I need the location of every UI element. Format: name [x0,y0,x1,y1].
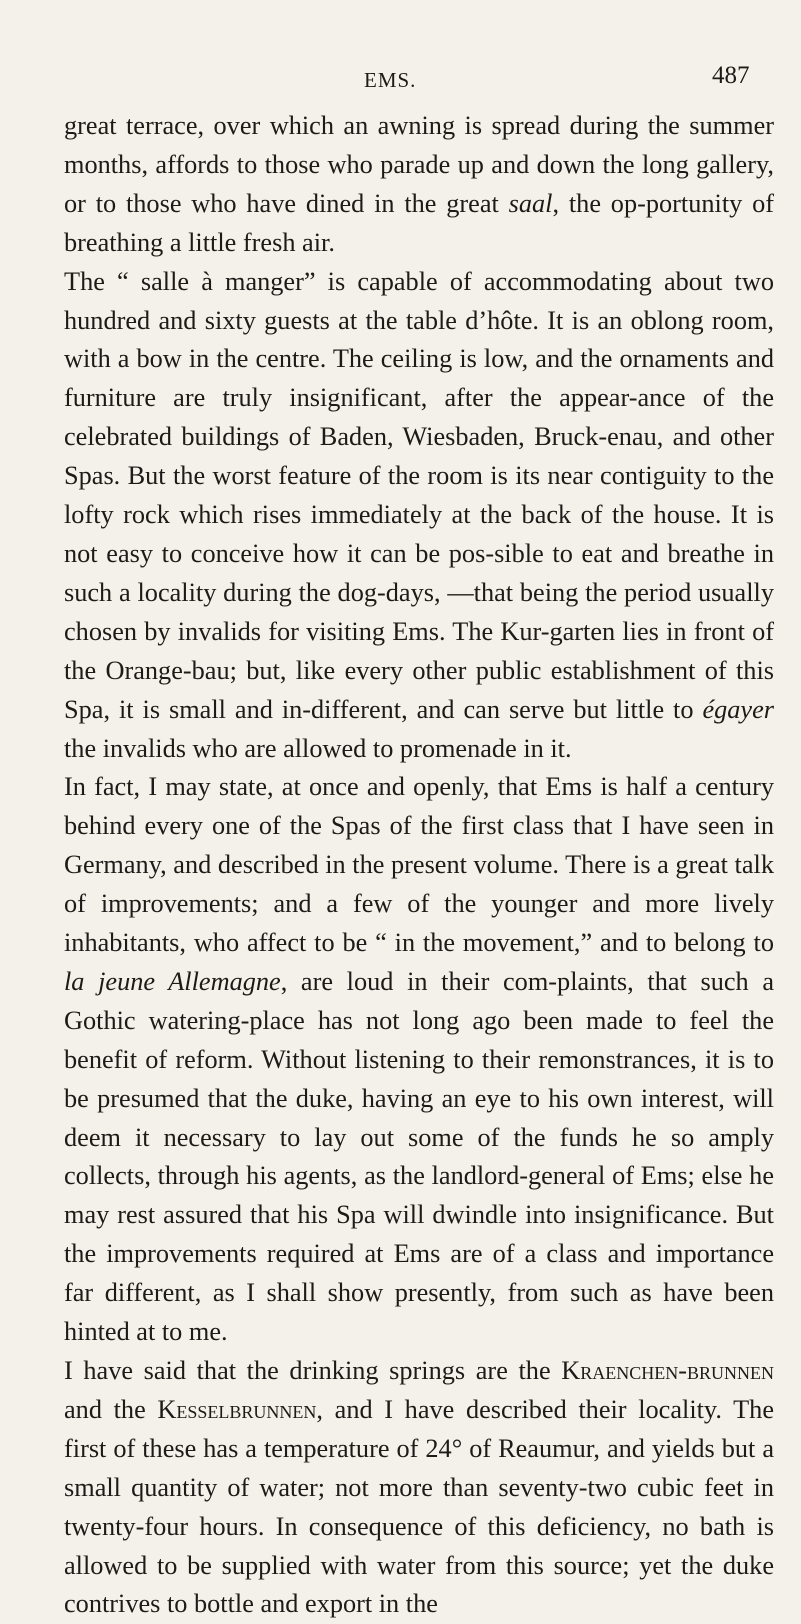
paragraph-2 [64,263,774,769]
italic-term: saal [508,188,553,218]
running-head [0,58,801,98]
italic-term: la jeune Allemagne [64,966,281,996]
text-run: I have said that the drinking springs are the [64,1356,562,1385]
spring-name: Kraenchen-brunnen [561,1356,774,1385]
paragraph-4 [64,1352,774,1624]
paragraph-3 [64,768,774,1352]
text-run: the invalids who are allowed to promenade in it. [64,733,572,763]
body-text [64,107,774,1624]
running-title: EMS. [364,68,417,92]
text-run: , and I have described their locality. The first of these has a temperature of 24° of Reaumur, and yields but a small quantity of water; not more than seventy-two cubic feet in twenty-four hours. In consequence of this deficiency, no bath is allowed to be supplied with water from this source; yet the duke contrives to bottle and export in the [64,1394,775,1619]
text-run: The “ salle à manger” is capable of accommodating about two hundred and sixty guests at the table d’hôte. It is an oblong room, with a bow in the centre. The ceiling is low, and the ornaments and furniture are truly insignificant, after the appear-ance of the celebrated buildings of Baden, Wiesbaden, Bruck-enau, and other Spas. But the worst feature of the room is its near contiguity to the lofty rock which rises immediately at the back of the house. It is not easy to conceive how it can be pos-sible to eat and breathe in such a locality during the dog-days, —that being the period usually chosen by invalids for visiting Ems. The Kur-garten lies in front of the Orange-bau; but, like every other public establishment of this Spa, it is small and in-different, and can serve but little to [64,266,774,724]
text-run: , the op-portunity of breathing a little fresh air. [64,188,774,257]
text-run: , are loud in their com-plaints, that such a Gothic watering-place has not long ago been made to feel the benefit of reform. Without listening to their remonstrances, it is to be presumed that the duke, having an eye to his own interest, will deem it necessary to lay out some of the funds he so amply collects, through his agents, as the landlord-general of Ems; else he may rest assured that his Spa will dwindle into insignificance. But the improvements required at Ems are of a class and importance far different, as I shall show presently, from such as have been hinted at to me. [64,966,774,1347]
text-run: In fact, I may state, at once and openly, that Ems is half a century behind every one of the Spas of the first class that I have seen in Germany, and described in the present volume. There is a great talk of improvements; and a few of the younger and more lively inhabitants, who affect to be “ in the movement,” and to belong to [64,772,774,958]
italic-term: égayer [702,694,774,724]
spring-name: Kesselbrunnen [157,1394,317,1424]
text-run: and the [64,1394,158,1424]
paragraph-1 [64,107,774,263]
page-number: 487 [712,62,750,89]
text-run: great terrace, over which an awning is spread during the summer months, affords to those who parade up and down the long gallery, or to those who have dined in the great [64,111,774,218]
